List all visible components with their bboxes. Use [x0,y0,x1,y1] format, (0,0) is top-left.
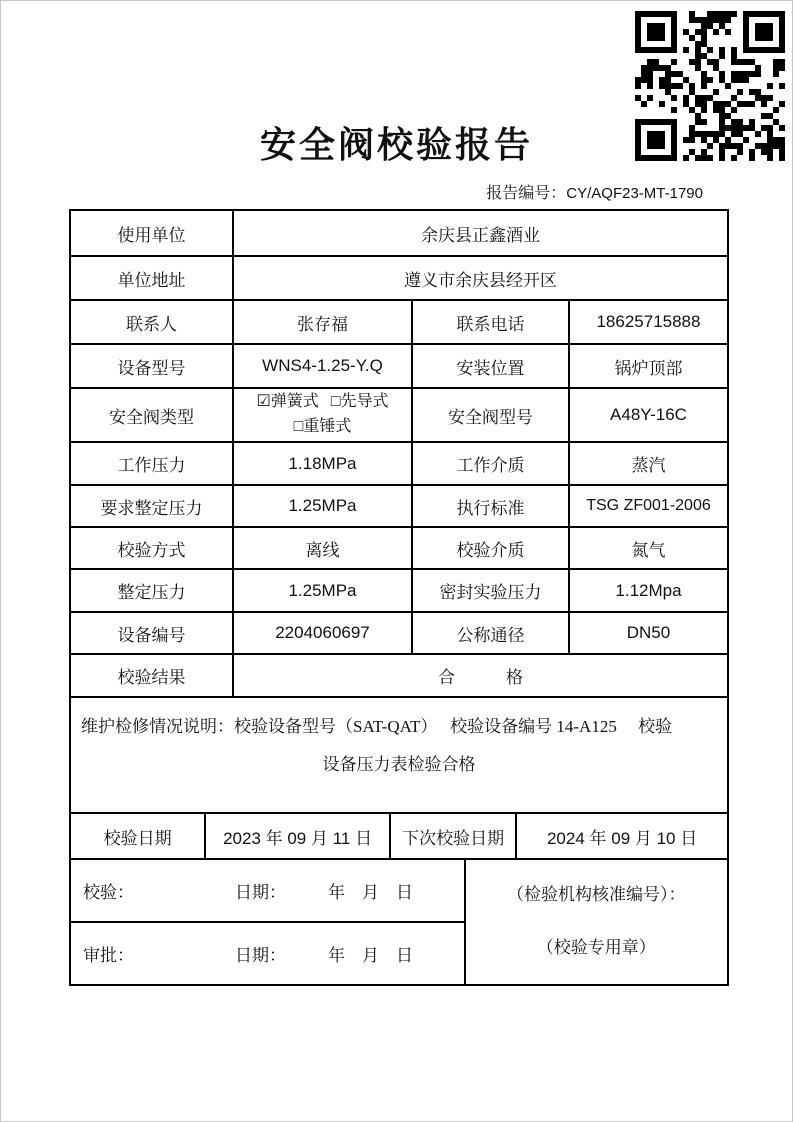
value-nominal-diameter: DN50 [568,613,727,653]
label-seal-test-pressure: 密封实验压力 [411,570,568,611]
label-calibration-date: 校验日期 [103,828,172,848]
calibrator-date-label: 日期： [235,883,286,902]
label-device-no: 设备编号 [117,625,186,645]
valve-type-option-line2 [294,415,352,440]
valve-type-option-pilot: 先导式 [340,393,389,411]
checkbox-checked-icon: ☑ [256,393,271,411]
approver-label: 审批： [83,946,134,965]
maintenance-note-line1: 维护检修情况说明：校验设备型号（SAT-QAT） 校验设备编号 14-A125 校验 [81,717,673,736]
label-valve-model: 安全阀型号 [411,389,568,441]
label-contact-person: 联系人 [126,314,178,334]
label-install-location: 安装位置 [411,345,568,387]
value-install-location: 锅炉顶部 [568,345,727,387]
label-result: 校验结果 [117,668,186,687]
value-calibration-method: 离线 [232,528,411,568]
signature-block [71,860,464,984]
label-set-pressure: 整定压力 [117,583,186,602]
row-valve-type [71,387,727,441]
value-standard: TSG ZF001-2006 [568,486,727,526]
row-signatures [71,858,727,984]
report-number-line [69,180,729,203]
value-seal-test-pressure: 1.12Mpa [568,570,727,611]
maintenance-note-line2: 设备压力表检验合格 [322,755,476,774]
row-maintenance [71,696,727,812]
row-result [71,653,727,696]
approver-date-label: 日期： [235,946,286,965]
stamp-area [464,860,727,984]
label-working-medium: 工作介质 [411,443,568,484]
value-working-pressure: 1.18MPa [232,443,411,484]
value-contact-person: 张存福 [232,301,411,343]
value-device-model: WNS4-1.25-Y.Q [232,345,411,387]
label-unit-address: 单位地址 [117,270,186,290]
checkbox-unchecked-icon: □ [293,418,304,435]
calibration-stamp-label: （校验专用章） [536,938,656,957]
label-calibration-method: 校验方式 [117,540,186,560]
report-form-table [69,209,729,986]
value-calibration-medium: 氮气 [568,528,727,568]
value-valve-model: A48Y-16C [568,389,727,441]
valve-type-option-spring: 弹簧式 [270,393,319,411]
label-device-model: 设备型号 [117,358,186,378]
row-calibration-method [71,526,727,568]
valve-type-option-line1 [256,390,388,415]
value-set-pressure: 1.25MPa [232,570,411,611]
value-device-no: 2204060697 [232,613,411,653]
row-dates [71,812,727,858]
label-valve-type: 安全阀类型 [109,407,195,427]
signature-row-calibrator [71,860,464,921]
value-contact-phone: 18625715888 [568,301,727,343]
report-number-label: 报告编号： [486,185,567,202]
value-result: 合 格 [232,655,727,696]
label-required-set-pressure: 要求整定压力 [100,498,203,518]
value-working-medium: 蒸汽 [568,443,727,484]
label-contact-phone: 联系电话 [411,301,568,343]
label-standard: 执行标准 [411,486,568,526]
row-set-pressure [71,568,727,611]
maintenance-note [71,698,727,812]
row-required-set-pressure [71,484,727,526]
value-required-set-pressure: 1.25MPa [232,486,411,526]
calibrator-label: 校验： [83,883,134,902]
signature-row-approver [71,921,464,984]
label-working-pressure: 工作压力 [117,456,186,475]
page-title: 安全阀校验报告 [259,125,533,165]
row-contact [71,299,727,343]
calibrator-ymd: 年 月 日 [328,883,413,902]
row-device-no [71,611,727,653]
label-calibration-medium: 校验介质 [411,528,568,568]
value-valve-type [232,389,411,441]
approver-ymd: 年 月 日 [328,946,413,965]
label-usage-unit: 使用单位 [117,225,186,245]
agency-approval-no-label: （检验机构核准编号）： [507,885,686,904]
checkbox-unchecked-icon: □ [330,393,341,411]
report-number-value: CY/AQF23-MT-1790 [566,185,703,202]
label-nominal-diameter: 公称通径 [411,613,568,653]
row-unit-address [71,255,727,299]
value-usage-unit: 余庆县正鑫酒业 [232,211,727,255]
value-next-calibration-date: 2024 年 09 月 10 日 [515,814,727,858]
value-calibration-date: 2023 年 09 月 11 日 [204,814,389,858]
row-usage-unit [71,211,727,255]
row-working-pressure [71,441,727,484]
row-device-model [71,343,727,387]
valve-type-option-weight: 重锤式 [303,418,352,435]
label-next-calibration-date: 下次校验日期 [389,814,515,858]
value-unit-address: 遵义市余庆县经开区 [232,257,727,299]
